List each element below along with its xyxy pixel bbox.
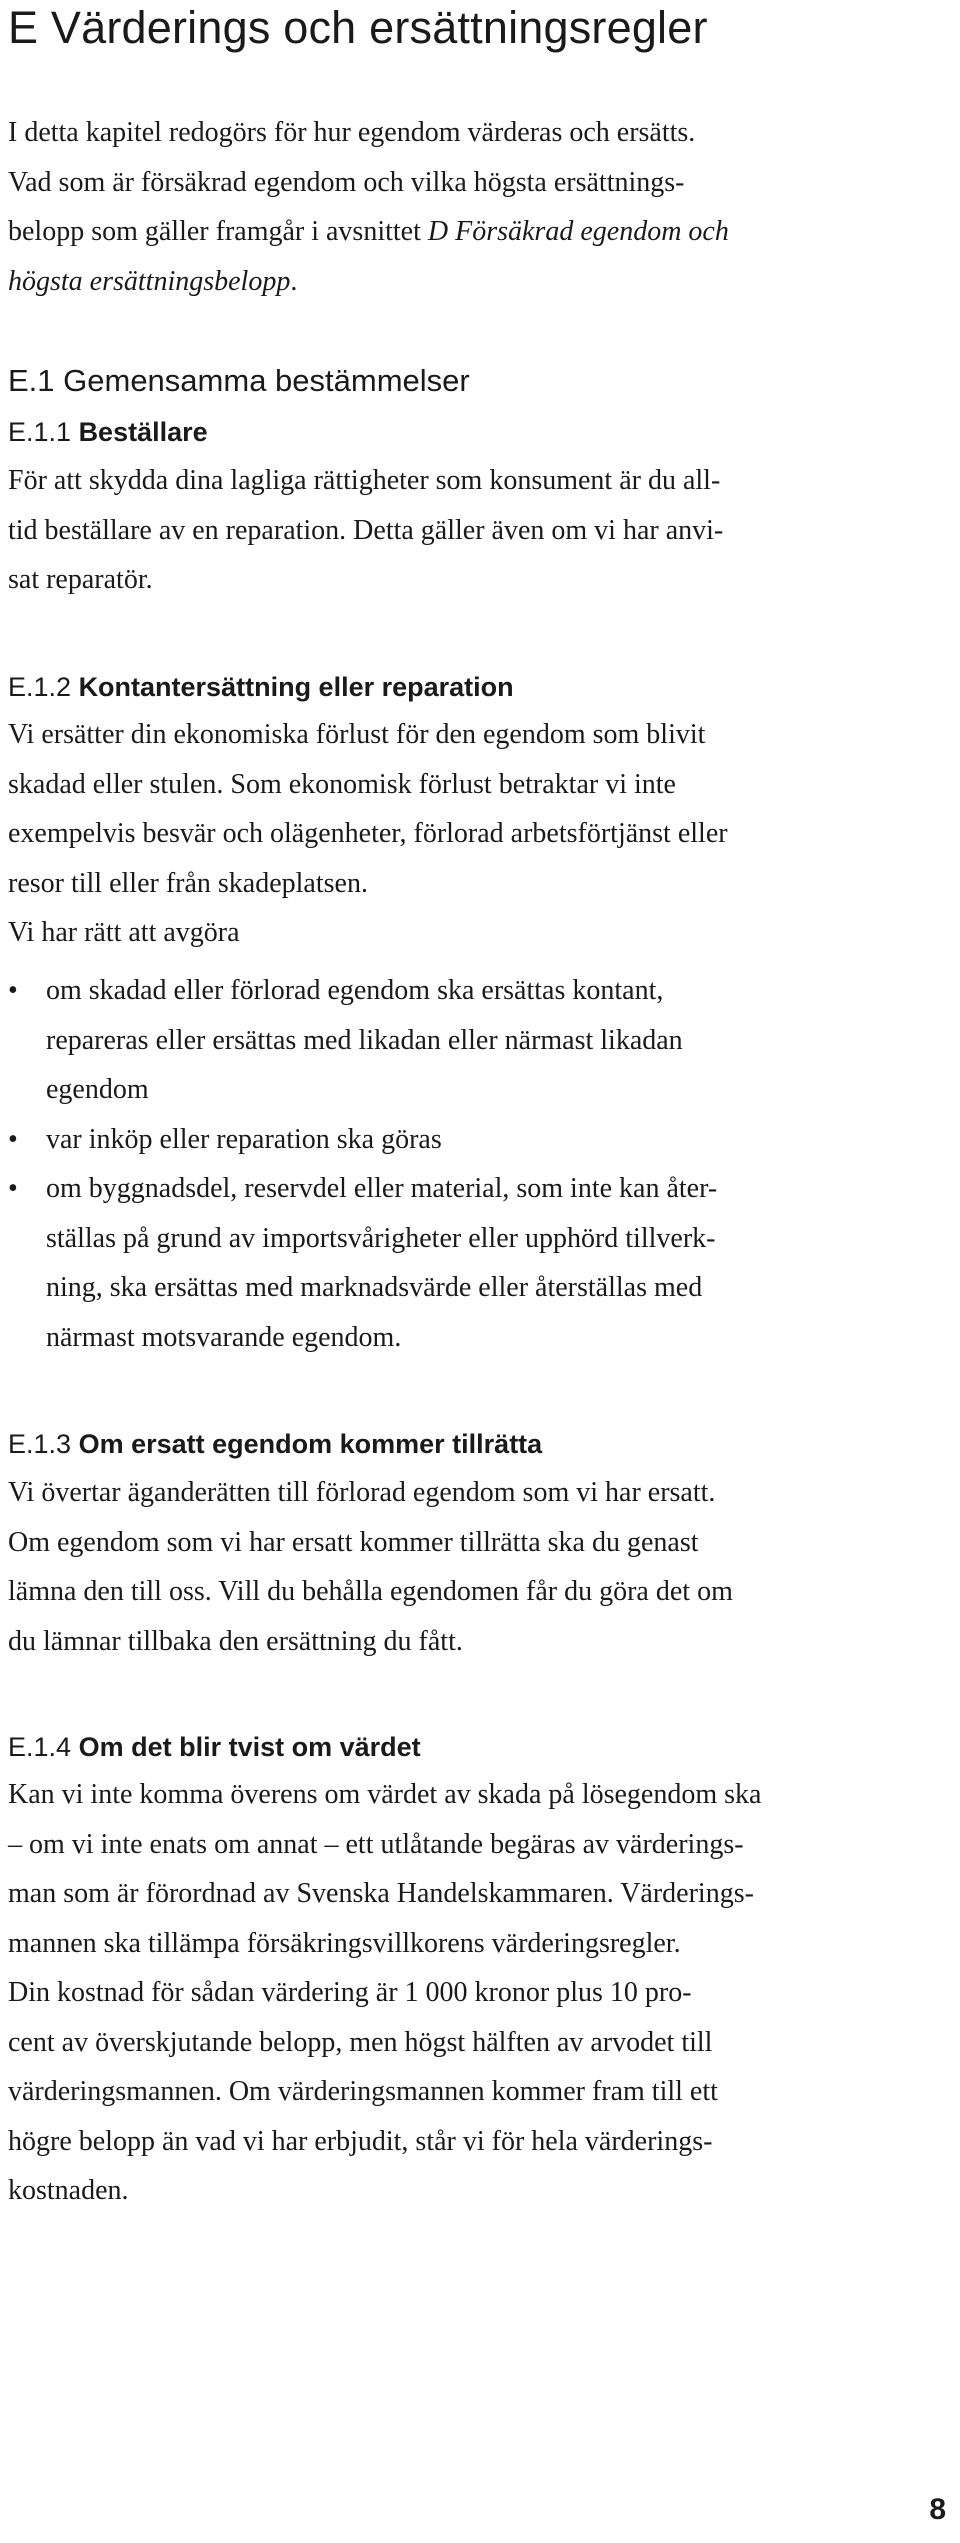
section-e11-heading — [8, 415, 208, 449]
section-e13-title: Om ersatt egendom kommer tillrätta — [78, 1429, 543, 1459]
section-e12-bullet-list — [8, 966, 908, 1362]
page-title: E Värderings och ersättningsregler — [8, 2, 708, 53]
section-e13-text: Vi övertar äganderätten till förlorad egendom som vi har ersatt. Om egendom som vi har ersatt kommer tillrätta ska du genast lämna den till oss. Vill du behålla egendomen får du göra det om du lämnar tillbaka den ersättning du fått. — [8, 1477, 733, 1657]
section-e14-heading — [8, 1730, 421, 1764]
section-e11-title: Beställare — [78, 417, 208, 447]
section-e11-number: E.1.1 — [8, 417, 72, 447]
section-e13-heading — [8, 1427, 542, 1461]
section-e14-title: Om det blir tvist om värdet — [78, 1732, 421, 1762]
bullet-item — [8, 1164, 908, 1362]
bullet-text: om skadad eller förlorad egendom ska ersättas kontant, repareras eller ersättas med likadan eller närmast likadan egendom — [46, 975, 683, 1105]
section-e12-text: Vi ersätter din ekonomiska förlust för den egendom som blivit skadad eller stulen. Som ekonomisk förlust betraktar vi inte exempelvis besvär och olägenheter, förlorad arbetsförtjänst eller resor till eller från skadeplatsen. Vi har rätt att avgöra — [8, 719, 728, 948]
bullet-item — [8, 1115, 908, 1165]
page-number: 8 — [929, 2493, 946, 2526]
section-e12-heading — [8, 670, 514, 704]
section-e14-text: Kan vi inte komma överens om värdet av skada på lösegendom ska – om vi inte enats om annat – ett utlåtande begäras av värderings- man som är förordnad av Svenska Handelskammaren. Värderings- mannen ska tillämpa försäkringsvillkorens värderingsregler. Din kostnad för sådan värdering är 1 000 kronor plus 10 pro- cent av överskjutande belopp, men högst hälften av arvodet till värderingsmannen. Om värderingsmannen kommer fram till ett högre belopp än vad vi har erbjudit, står vi för hela värderings- kostnaden. — [8, 1779, 762, 2206]
section-e11-text: För att skydda dina lagliga rättigheter som konsument är du all- tid beställare av en reparation. Detta gäller även om vi har anvi- sat reparatör. — [8, 465, 724, 595]
bullet-text: var inköp eller reparation ska göras — [46, 1123, 442, 1155]
bullet-icon: • — [8, 975, 18, 1006]
intro-paragraph — [8, 108, 729, 306]
section-e14-number: E.1.4 — [8, 1732, 72, 1762]
intro-section-reference: D Försäkrad egendom och högsta ersättningsbelopp — [8, 216, 729, 297]
intro-tail: . — [290, 265, 298, 297]
section-e12-title: Kontantersättning eller reparation — [78, 672, 514, 702]
bullet-icon: • — [8, 1173, 18, 1204]
bullet-icon: • — [8, 1123, 18, 1155]
intro-lead: I detta kapitel redogörs för hur egendom värderas och ersätts. Vad som är försäkrad egendom och vilka högsta ersättnings- belopp som gäller framgår i avsnittet — [8, 117, 696, 247]
bullet-text: om byggnadsdel, reservdel eller material, som inte kan åter- ställas på grund av importsvårigheter eller upphörd tillverk- ning, ska ersättas med marknadsvärde eller återställas med närmast motsvarande egendom. — [46, 1173, 718, 1353]
bullet-item — [8, 966, 908, 1115]
section-e1-heading: E.1 Gemensamma bestämmelser — [8, 363, 470, 398]
section-e12-number: E.1.2 — [8, 672, 72, 702]
section-e13-number: E.1.3 — [8, 1429, 72, 1459]
